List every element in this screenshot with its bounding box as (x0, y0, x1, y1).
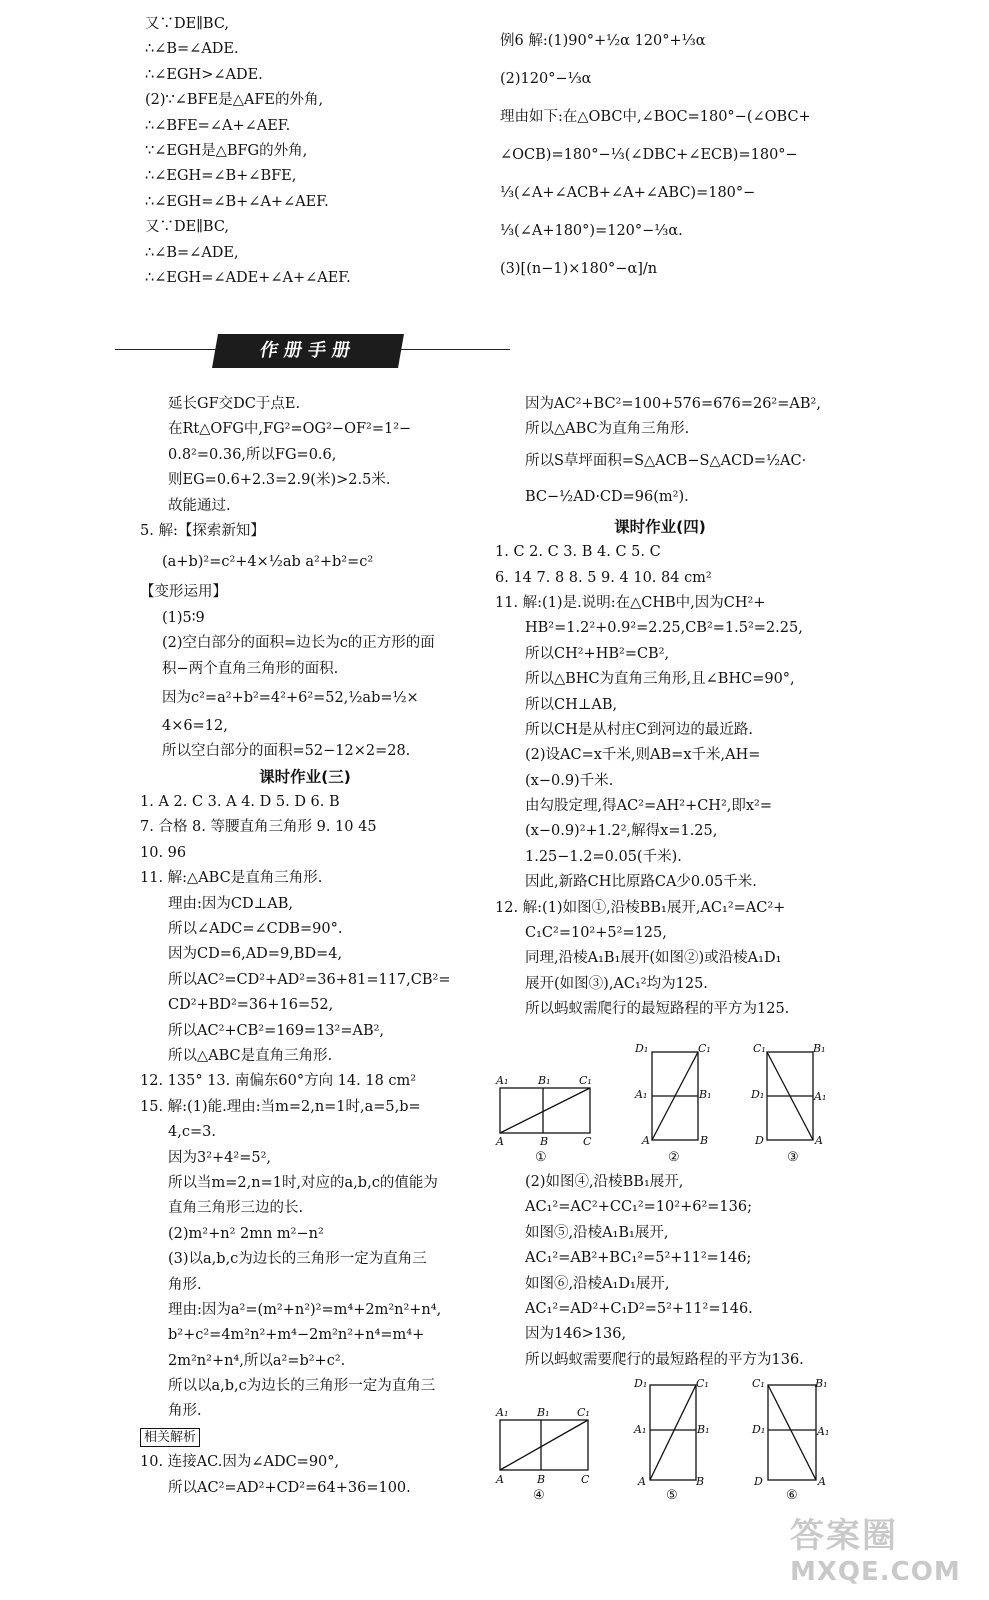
text-line: 所以AC²=AD²+CD²=64+36=100. (168, 1479, 411, 1496)
vertex-label: A (818, 1475, 826, 1488)
text-line: 所以△ABC是直角三角形. (168, 1047, 333, 1064)
unfold-figure-3 (745, 1040, 835, 1154)
figure-caption: ② (668, 1150, 680, 1165)
vertex-label: B₁ (697, 1423, 710, 1436)
figure-caption: ① (535, 1150, 547, 1165)
vertex-label: D₁ (635, 1042, 649, 1055)
vertex-label: D (754, 1475, 763, 1488)
text-line: 理由:因为a²=(m²+n²)²=m⁴+2m²n²+n⁴, (168, 1301, 442, 1318)
related-analysis-tag: 相关解析 (140, 1428, 200, 1447)
vertex-label: A (642, 1134, 650, 1147)
text-line: 例6 解:(1)90°+½α 120°+⅓α (500, 33, 706, 49)
vertex-label: A (496, 1135, 504, 1148)
vertex-label: C (583, 1135, 592, 1148)
text-line: 如图⑥,沿棱A₁D₁展开, (525, 1275, 670, 1292)
text-line: 又∵DE∥BC, (145, 219, 230, 236)
text-line: 故能通过. (168, 497, 231, 514)
section-title: 课时作业(三) (259, 767, 351, 786)
text-line: ∵∠EGH是△BFG的外角, (145, 142, 308, 159)
text-line: 5. 解:【探索新知】 (140, 522, 265, 539)
text-line: 理由:因为CD⊥AB, (168, 895, 293, 912)
vertex-label: C₁ (579, 1074, 592, 1087)
text-line: 同理,沿棱A₁B₁展开(如图②)或沿棱A₁D₁ (525, 950, 782, 967)
watermark-text: 答案圈 (790, 1516, 898, 1556)
text-line: (2)如图④,沿棱BB₁展开, (525, 1174, 684, 1190)
text-line: 【变形运用】 (140, 584, 227, 601)
related-analysis-header (140, 1425, 470, 1450)
unfold-figure-2 (630, 1040, 710, 1154)
text-line: C₁C²=10²+5²=125, (525, 925, 667, 942)
text-line: (3)以a,b,c为边长的三角形一定为直角三 (168, 1251, 427, 1268)
vertex-label: B₁ (699, 1088, 712, 1101)
right-column-part-2 (525, 1170, 804, 1373)
unfold-figure-1 (495, 1068, 595, 1152)
text-line: 所以空白部分的面积=52−12×2=28. (162, 743, 411, 760)
vertex-label: A₁ (814, 1090, 827, 1103)
text-line: (x−0.9)²+1.2²,解得x=1.25, (525, 823, 718, 840)
text-line: (2)m²+n² 2mn m²−n² (168, 1225, 324, 1242)
text-line: ∴∠EGH=∠B+∠A+∠AEF. (145, 193, 329, 210)
text-line: 因为CD=6,AD=9,BD=4, (168, 946, 343, 963)
text-line: 1. A 2. C 3. A 4. D 5. D 6. B (140, 794, 340, 811)
vertex-label: C₁ (696, 1377, 709, 1390)
text-line: 2m²n²+n⁴,所以a²=b²+c². (168, 1352, 346, 1369)
text-line: 所以蚂蚁需爬行的最短路程的平方为125. (525, 1001, 790, 1018)
text-line: 所以∠ADC=∠CDB=90°. (168, 921, 343, 938)
text-line: ∴∠EGH>∠ADE. (145, 66, 263, 83)
text-line: 如图⑤,沿棱A₁B₁展开, (525, 1224, 669, 1241)
vertex-label: D₁ (634, 1377, 648, 1390)
text-line: 4×6=12, (162, 717, 228, 734)
text-line: 4,c=3. (168, 1124, 216, 1141)
text-line: (2)120°−⅓α (500, 71, 592, 87)
vertex-label: A₁ (817, 1425, 830, 1438)
text-line: ∴∠BFE=∠A+∠AEF. (145, 117, 291, 134)
text-line: b²+c²=4m²n²+m⁴−2m²n²+n⁴=m⁴+ (168, 1327, 425, 1344)
text-line: CD²+BD²=36+16=52, (168, 997, 334, 1014)
text-line: 角形. (168, 1403, 202, 1420)
top-left-solution (145, 12, 351, 291)
text-line: 则EG=0.6+2.3=2.9(米)>2.5米. (168, 472, 391, 489)
text-line: 因为146>136, (525, 1326, 627, 1343)
text-line: (3)[(n−1)×180°−α]/n (500, 261, 658, 277)
text-line: ⅓(∠A+∠ACB+∠A+∠ABC)=180°− (500, 185, 756, 201)
text-line: 所以CH⊥AB, (525, 696, 618, 713)
text-line: 所以AC²=CD²+AD²=36+81=117,CB²= (168, 971, 451, 988)
text-line: (x−0.9)千米. (525, 772, 614, 789)
right-column (495, 392, 825, 1023)
text-line: 角形. (168, 1276, 202, 1293)
text-line: 15. 解:(1)能.理由:当m=2,n=1时,a=5,b= (140, 1098, 421, 1115)
left-column (140, 392, 470, 1501)
vertex-label: B (700, 1134, 709, 1147)
unfold-figure-6 (748, 1375, 838, 1494)
text-line: AC₁²=AC²+CC₁²=10²+6²=136; (525, 1199, 752, 1216)
unfold-figure-5 (630, 1375, 710, 1494)
figure-caption: ⑤ (666, 1488, 678, 1503)
text-line: 延长GF交DC于点E. (168, 396, 301, 412)
vertex-label: A (638, 1475, 646, 1488)
text-line: ∴∠B=∠ADE. (145, 41, 239, 58)
text-line: 所以△BHC为直角三角形,且∠BHC=90°, (525, 671, 795, 688)
text-line: 又∵DE∥BC, (145, 16, 230, 32)
watermark-logo (790, 1508, 980, 1596)
text-line: (a+b)²=c²+4×½ab a²+b²=c² (162, 554, 374, 571)
section-banner (115, 334, 510, 370)
text-line: 1.25−1.2=0.05(千米). (525, 848, 682, 865)
vertex-label: C₁ (577, 1406, 590, 1419)
text-line: 展开(如图③),AC₁²均为125. (525, 975, 708, 992)
vertex-label: B (537, 1473, 546, 1486)
vertex-label: B₁ (538, 1074, 551, 1087)
vertex-label: A₁ (496, 1406, 509, 1419)
vertex-label: C₁ (698, 1042, 711, 1055)
text-line: AC₁²=AB²+BC₁²=5²+11²=146; (525, 1250, 752, 1267)
text-line: 1. C 2. C 3. B 4. C 5. C (495, 544, 661, 561)
text-line: 因为AC²+BC²=100+576=676=26²=AB², (525, 396, 821, 412)
text-line: 所以蚂蚁需要爬行的最短路程的平方为136. (525, 1351, 804, 1368)
vertex-label: B₁ (537, 1406, 550, 1419)
figure-caption: ③ (787, 1150, 799, 1165)
text-line: 0.8²=0.36,所以FG=0.6, (168, 446, 337, 463)
text-line: AC₁²=AD²+C₁D²=5²+11²=146. (525, 1300, 753, 1317)
example-6-solution (500, 22, 811, 288)
text-line: 6. 14 7. 8 8. 5 9. 4 10. 84 cm² (495, 569, 712, 586)
vertex-label: D₁ (752, 1423, 766, 1436)
text-line: 所以当m=2,n=1时,对应的a,b,c的值能为 (168, 1174, 438, 1191)
figure-caption: ④ (533, 1488, 545, 1503)
text-line: (2)空白部分的面积=边长为c的正方形的面 (162, 635, 435, 652)
text-line: 直角三角形三边的长. (168, 1200, 304, 1217)
text-line: 在Rt△OFG中,FG²=OG²−OF²=1²− (168, 421, 412, 438)
vertex-label: A (815, 1134, 823, 1147)
text-line: HB²=1.2²+0.9²=2.25,CB²=1.5²=2.25, (525, 620, 803, 637)
vertex-label: D (755, 1134, 764, 1147)
text-line: ∴∠EGH=∠ADE+∠A+∠AEF. (145, 269, 351, 286)
text-line: BC−½AD·CD=96(m²). (525, 488, 689, 505)
text-line: 因此,新路CH比原路CA少0.05千米. (525, 874, 757, 891)
text-line: 由勾股定理,得AC²=AH²+CH²,即x²= (525, 798, 773, 815)
vertex-label: B₁ (813, 1042, 826, 1055)
text-line: ⅓(∠A+180°)=120°−⅓α. (500, 223, 683, 239)
text-line: 理由如下:在△OBC中,∠BOC=180°−(∠OBC+ (500, 109, 811, 125)
text-line: (1)5∶9 (162, 609, 205, 626)
text-line: (2)∵∠BFE是△AFE的外角, (145, 92, 324, 109)
vertex-label: C₁ (753, 1042, 766, 1055)
vertex-label: B (696, 1475, 705, 1488)
text-line: ∠OCB)=180°−⅓(∠DBC+∠ECB)=180°− (500, 147, 798, 163)
figure-caption: ⑥ (786, 1488, 798, 1503)
text-line: 所以△ABC为直角三角形. (525, 421, 690, 438)
text-line: 所以以a,b,c为边长的三角形一定为直角三 (168, 1378, 436, 1395)
banner-title: 作册手册 (212, 334, 404, 368)
text-line: ∴∠EGH=∠B+∠BFE, (145, 168, 297, 185)
text-line: 12. 解:(1)如图①,沿棱BB₁展开,AC₁²=AC²+ (495, 899, 786, 916)
vertex-label: A₁ (496, 1074, 509, 1087)
vertex-label: C₁ (752, 1377, 765, 1390)
text-line: 所以CH是从村庄C到河边的最近路. (525, 721, 753, 738)
vertex-label: A₁ (634, 1423, 647, 1436)
vertex-label: B₁ (815, 1377, 828, 1390)
vertex-label: C (581, 1473, 590, 1486)
unfold-figure-4 (495, 1402, 595, 1491)
text-line: 11. 解:△ABC是直角三角形. (140, 870, 323, 887)
text-line: 11. 解:(1)是.说明:在△CHB中,因为CH²+ (495, 594, 766, 611)
text-line: 所以AC²+CB²=169=13²=AB², (168, 1022, 385, 1039)
watermark-url: MXQE.COM (790, 1557, 961, 1587)
vertex-label: A₁ (635, 1088, 648, 1101)
text-line: 因为3²+4²=5², (168, 1149, 272, 1166)
vertex-label: D₁ (751, 1088, 765, 1101)
text-line: 所以S草坪面积=S△ACB−S△ACD=½AC· (525, 452, 807, 469)
text-line: 10. 96 (140, 844, 187, 861)
text-line: 10. 连接AC.因为∠ADC=90°, (140, 1454, 340, 1471)
text-line: 因为c²=a²+b²=4²+6²=52,½ab=½× (162, 689, 419, 706)
vertex-label: A (496, 1473, 504, 1486)
section-title: 课时作业(四) (614, 517, 706, 536)
text-line: (2)设AC=x千米,则AB=x千米,AH= (525, 747, 761, 764)
text-line: ∴∠B=∠ADE, (145, 244, 239, 261)
text-line: 7. 合格 8. 等腰直角三角形 9. 10 45 (140, 819, 377, 836)
text-line: 12. 135° 13. 南偏东60°方向 14. 18 cm² (140, 1073, 417, 1090)
text-line: 积−两个直角三角形的面积. (162, 660, 339, 677)
text-line: 所以CH²+HB²=CB², (525, 645, 670, 662)
vertex-label: B (540, 1135, 549, 1148)
